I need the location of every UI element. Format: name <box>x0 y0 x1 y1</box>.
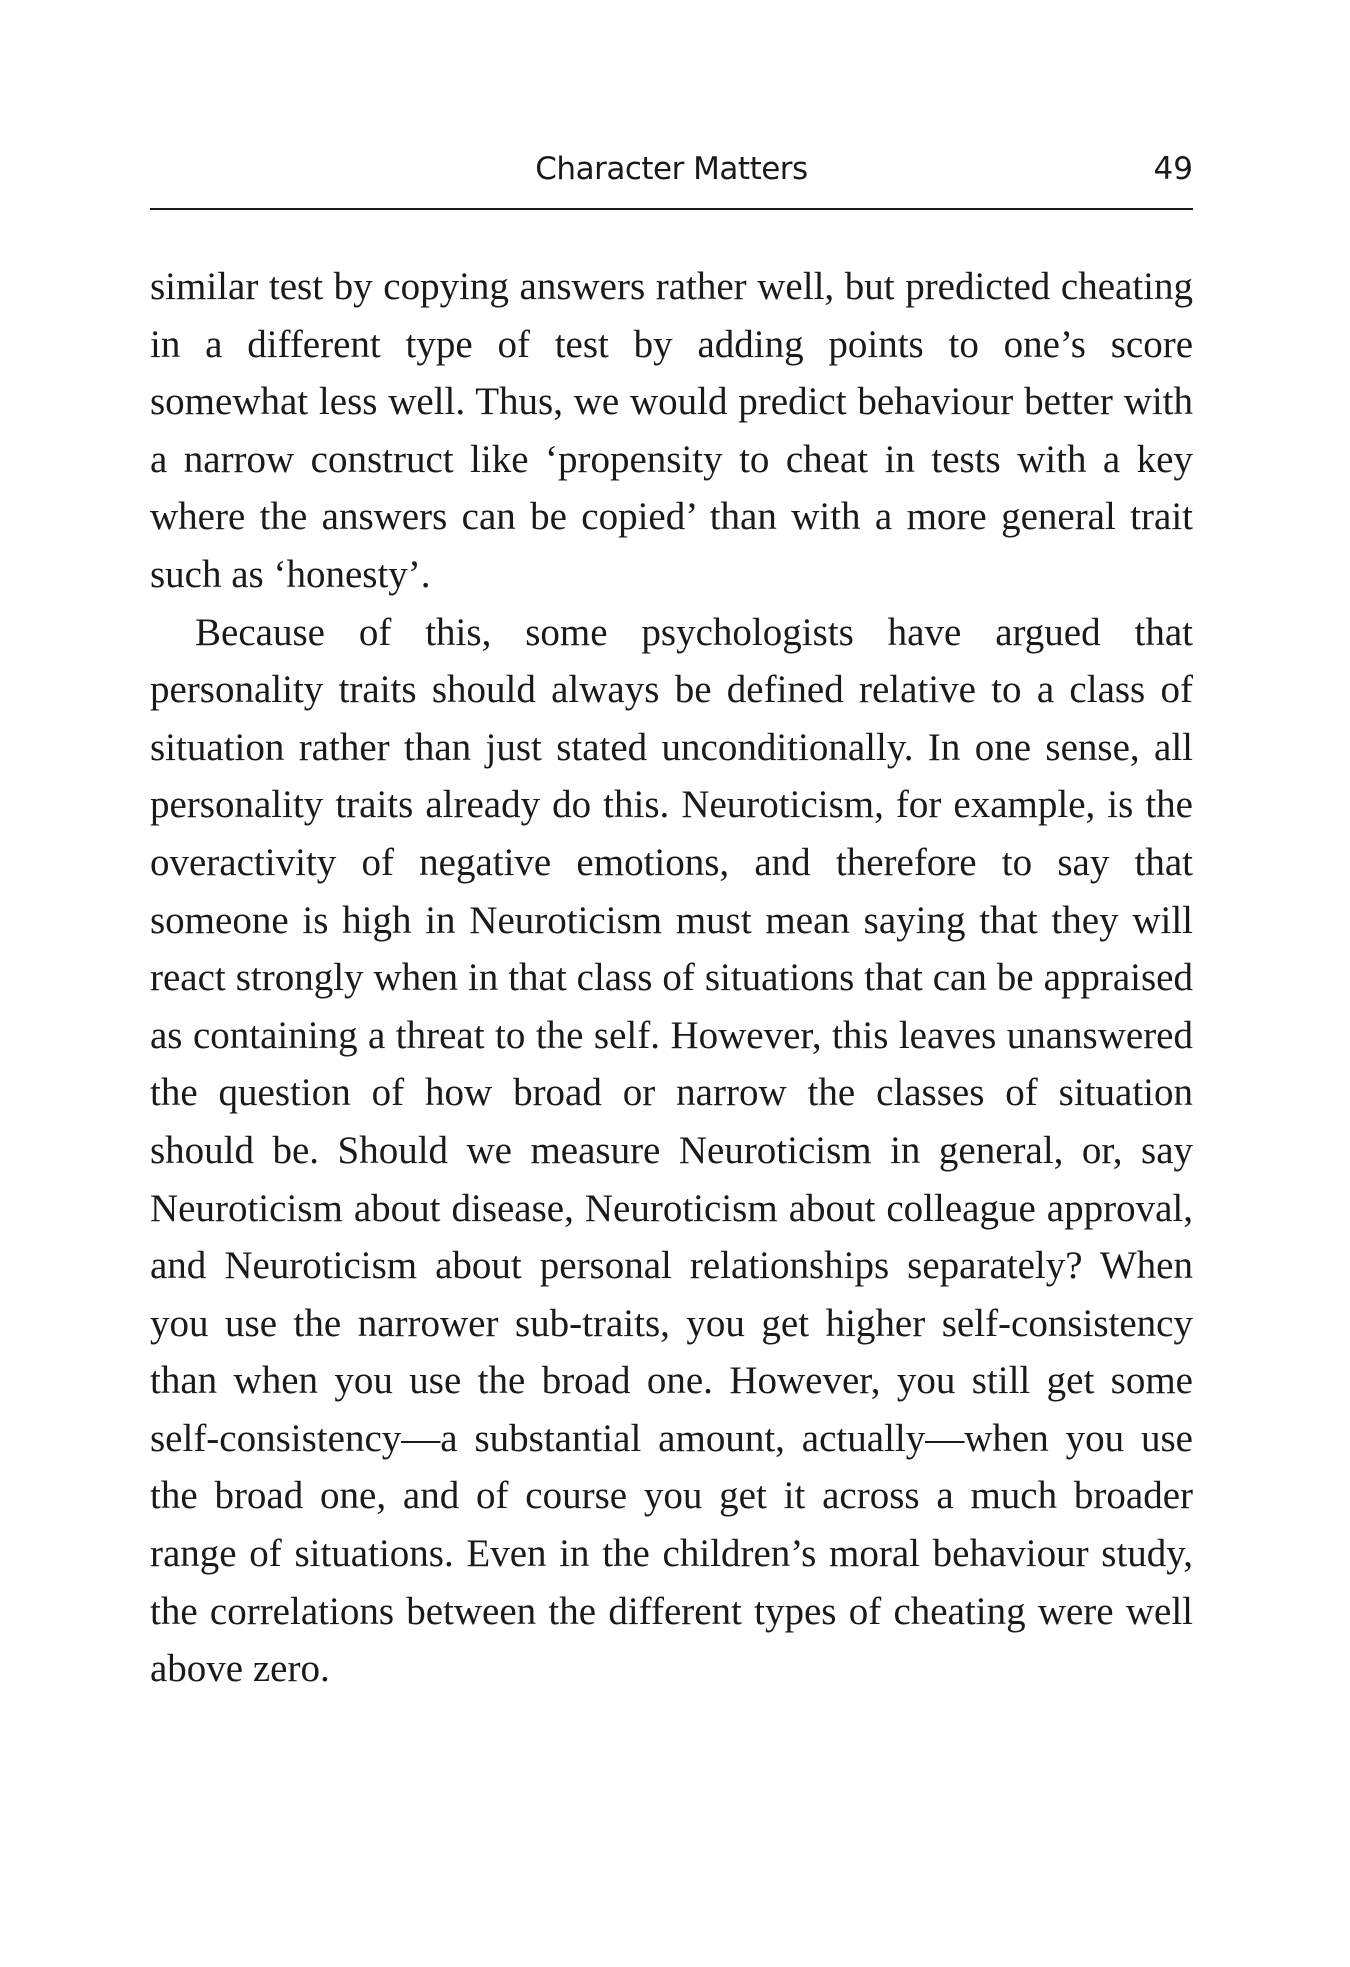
paragraph: Because of this, some psychologists have argued that personality traits should always be defined relative to a class of situation rather than just stated unconditionally. In one sense, all personality traits already do this. Neuroticism, for example, is the overactivity of negative emotions, and therefore to say that someone is high in Neuroticism must mean saying that they will react strongly when in that class of situations that can be appraised as containing a threat to the self. However, this leaves unanswered the question of how broad or narrow the classes of situation should be. Should we measure Neuroticism in general, or, say Neuroticism about disease, Neuroticism about colleague approval, and Neuroticism about personal relationships separately? When you use the narrower sub-traits, you get higher self-consistency than when you use the broad one. However, you still get some self-consistency—a substantial amount, actually—when you use the broad one, and of course you get it across a much broader range of situations. Even in the children’s moral behaviour study, the correlations between the different types of cheating were well above zero. <box>150 610 1193 1691</box>
running-head <box>150 146 1193 192</box>
page-number: 49 <box>1153 151 1193 187</box>
running-title: Character Matters <box>535 151 808 187</box>
paragraph-continued: similar test by copying answers rather well, but predicted cheating in a different type of test by adding points to one’s score somewhat less well. Thus, we would predict behaviour better with a narrow construct like ‘propensity to cheat in tests with a key where the answers can be copied’ than with a more general trait such as ‘honesty’. <box>150 265 1193 596</box>
book-page <box>150 0 1193 1967</box>
header-rule <box>150 208 1193 210</box>
body-text <box>150 258 1193 1698</box>
